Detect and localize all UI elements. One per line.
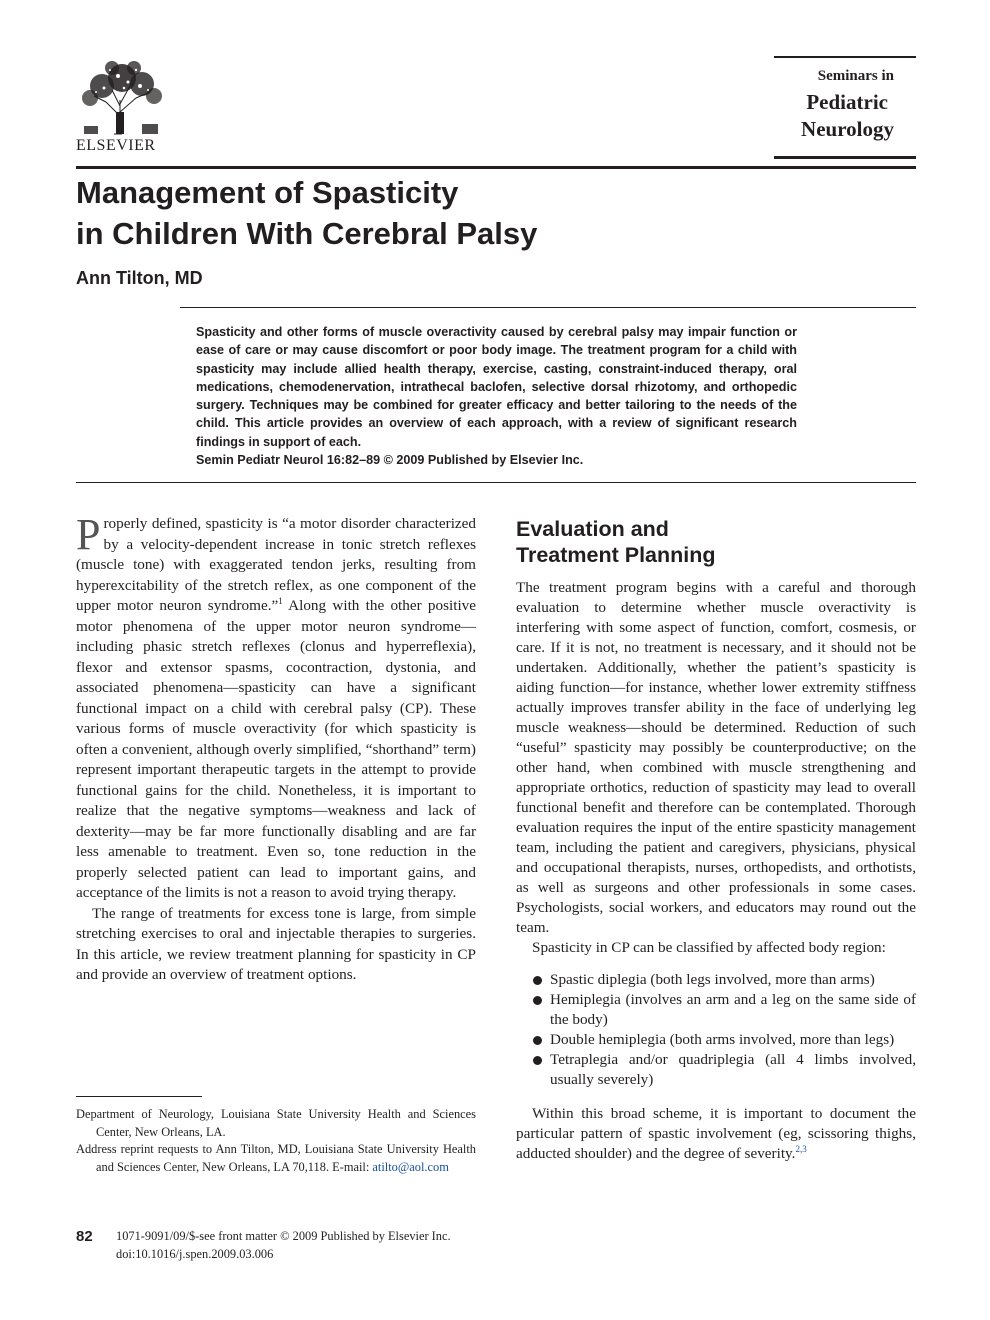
section-heading-line2: Treatment Planning — [516, 543, 716, 567]
list-item-text: Tetraplegia and/or quadriplegia (all 4 limbs involved, usually severely) — [550, 1051, 916, 1088]
journal-title-line3: Neurology — [801, 117, 894, 141]
evaluation-paragraph: The treatment program begins with a careful and thorough evaluation to determine whether muscle overactivity is interfering with some aspect of function, comfort, cosmesis, or care. If it is not, no treatment is necessary, and it should not be undertaken. Additionally, whether the patient’s spasticity is aiding function—for instance, whether lower extremity stiffness actually improves transfer ability in the face of underlying leg muscle weakness—should be determined. Reduction of such “useful” spasticity may possibly be counterproductive; on the other hand, when combined with muscle strengthening and appropriate orthotics, reduction of spasticity may lead to overall functional benefit and therefore can be contemplated. Thorough evaluation requires the input of the entire spasticity management team, including the patient and caregivers, physicians, physical and occupational therapists, nurses, orthopedists, and orthotists, as well as surgeons and other professionals in some cases. Psychologists, social workers, and educators may round out the team. — [516, 579, 916, 936]
article-title — [76, 172, 776, 254]
reference-link[interactable]: 2,3 — [795, 1143, 807, 1154]
header-divider — [76, 166, 916, 169]
bullet-icon — [533, 1056, 542, 1065]
affiliation-note: Department of Neurology, Louisiana State University Health and Sciences Center, New Orleans, LA. — [76, 1107, 476, 1139]
list-item — [516, 990, 916, 1030]
doi-line: doi:10.1016/j.spen.2009.03.006 — [116, 1246, 274, 1261]
footer-info — [116, 1228, 451, 1263]
article-title-line2: in Children With Cerebral Palsy — [76, 216, 538, 251]
publisher-name: ELSEVIER — [76, 137, 156, 154]
citation-line: Semin Pediatr Neurol 16:82–89 © 2009 Published by Elsevier Inc. — [196, 453, 584, 468]
list-item — [516, 1050, 916, 1090]
footnote-divider — [76, 1096, 202, 1097]
intro-text: roperly defined, spasticity is “a motor disorder characterized by a velocity-dependent increase in tonic stretch reflexes (muscle tone) with exaggerated tendon jerks, resulting from hyperexcitability of the stretch reflex, as one component of the upper motor neuron syndrome.” — [76, 515, 476, 614]
intro-paragraph — [76, 510, 476, 904]
bullet-icon — [533, 1036, 542, 1045]
treatment-range-paragraph: The range of treatments for excess tone is large, from simple stretching exercises to oral and injectable therapies to surgeries. In this article, we review treatment planning for spasticity in CP and provide an overview of treatment options. — [76, 904, 476, 983]
journal-title-line1: Seminars in — [817, 68, 894, 84]
pattern-text: Within this broad scheme, it is important to document the particular pattern of spastic involvement (eg, scissoring thighs, adducted shoulder) and the degree of severity. — [516, 1105, 916, 1162]
page-number: 82 — [76, 1228, 93, 1245]
reprint-text: Address reprint requests to Ann Tilton, MD, Louisiana State University Health and Sciences Center, New Orleans, LA 70,118. E-mail: — [76, 1142, 476, 1174]
reference-link[interactable]: 1 — [278, 595, 283, 606]
pattern-paragraph — [516, 1104, 916, 1164]
classification-list — [516, 970, 916, 1090]
reprint-note — [76, 1141, 476, 1176]
abstract — [196, 323, 797, 469]
section-heading-line1: Evaluation and — [516, 517, 669, 541]
list-item-text: Double hemiplegia (both arms involved, more than legs) — [550, 1031, 895, 1048]
abstract-bottom-divider — [76, 482, 916, 483]
list-item-text: Hemiplegia (involves an arm and a leg on the same side of the body) — [550, 991, 916, 1028]
footnotes — [76, 1106, 476, 1176]
list-item — [516, 970, 916, 990]
left-column — [76, 510, 476, 986]
drop-cap: P — [76, 510, 101, 559]
intro-text-continued: Along with the other positive motor phenomena of the upper motor neuron syndrome—including phasic stretch reflexes (clonus and hyperreflexia), flexor and extensor spasms, cocontraction, dystonia, and associated phenomena—spasticity can have a significant functional impact on a child with cerebral palsy (CP). These various forms of muscle overactivity (for which spasticity is often a convenient, although overly simplified, “shorthand” term) represent important therapeutic targets in the attempt to provide functional gains for the child. Nonetheless, it is important to realize that the negative symptoms—weakness and lack of dexterity—may be far more functionally disabling and are far less amenable to treatment. Even so, tone reduction in the properly selected patient can lead to important gains, and acceptance of the limits is not a reason to avoid trying therapy. — [76, 597, 476, 901]
abstract-text: Spasticity and other forms of muscle overactivity caused by cerebral palsy may impair function or ease of care or may cause discomfort or poor body image. The treatment program for a child with spasticity may include allied health therapy, exercise, casting, constraint-induced therapy, oral medications, chemodenervation, intrathecal baclofen, selective dorsal rhizotomy, and orthopedic surgery. Techniques may be combined for greater efficacy and better tailoring to the needs of the child. This article provides an overview of each approach, with a review of significant research findings in support of each. — [196, 325, 797, 449]
bullet-icon — [533, 976, 542, 985]
journal-title-line2: Pediatric — [806, 90, 888, 114]
email-link[interactable]: atilto@aol.com — [372, 1159, 449, 1174]
list-item — [516, 1030, 916, 1050]
journal-title-box — [774, 56, 916, 159]
classification-paragraph: Spasticity in CP can be classified by affected body region: — [532, 939, 886, 956]
list-item-text: Spastic diplegia (both legs involved, more than arms) — [550, 971, 875, 988]
right-column — [516, 578, 916, 1164]
abstract-top-divider — [180, 307, 916, 308]
section-heading — [516, 516, 916, 568]
bullet-icon — [533, 996, 542, 1005]
issn-line: 1071-9091/09/$-see front matter © 2009 Published by Elsevier Inc. — [116, 1229, 451, 1243]
author-name: Ann Tilton, MD — [76, 268, 203, 288]
article-title-line1: Management of Spasticity — [76, 175, 459, 210]
